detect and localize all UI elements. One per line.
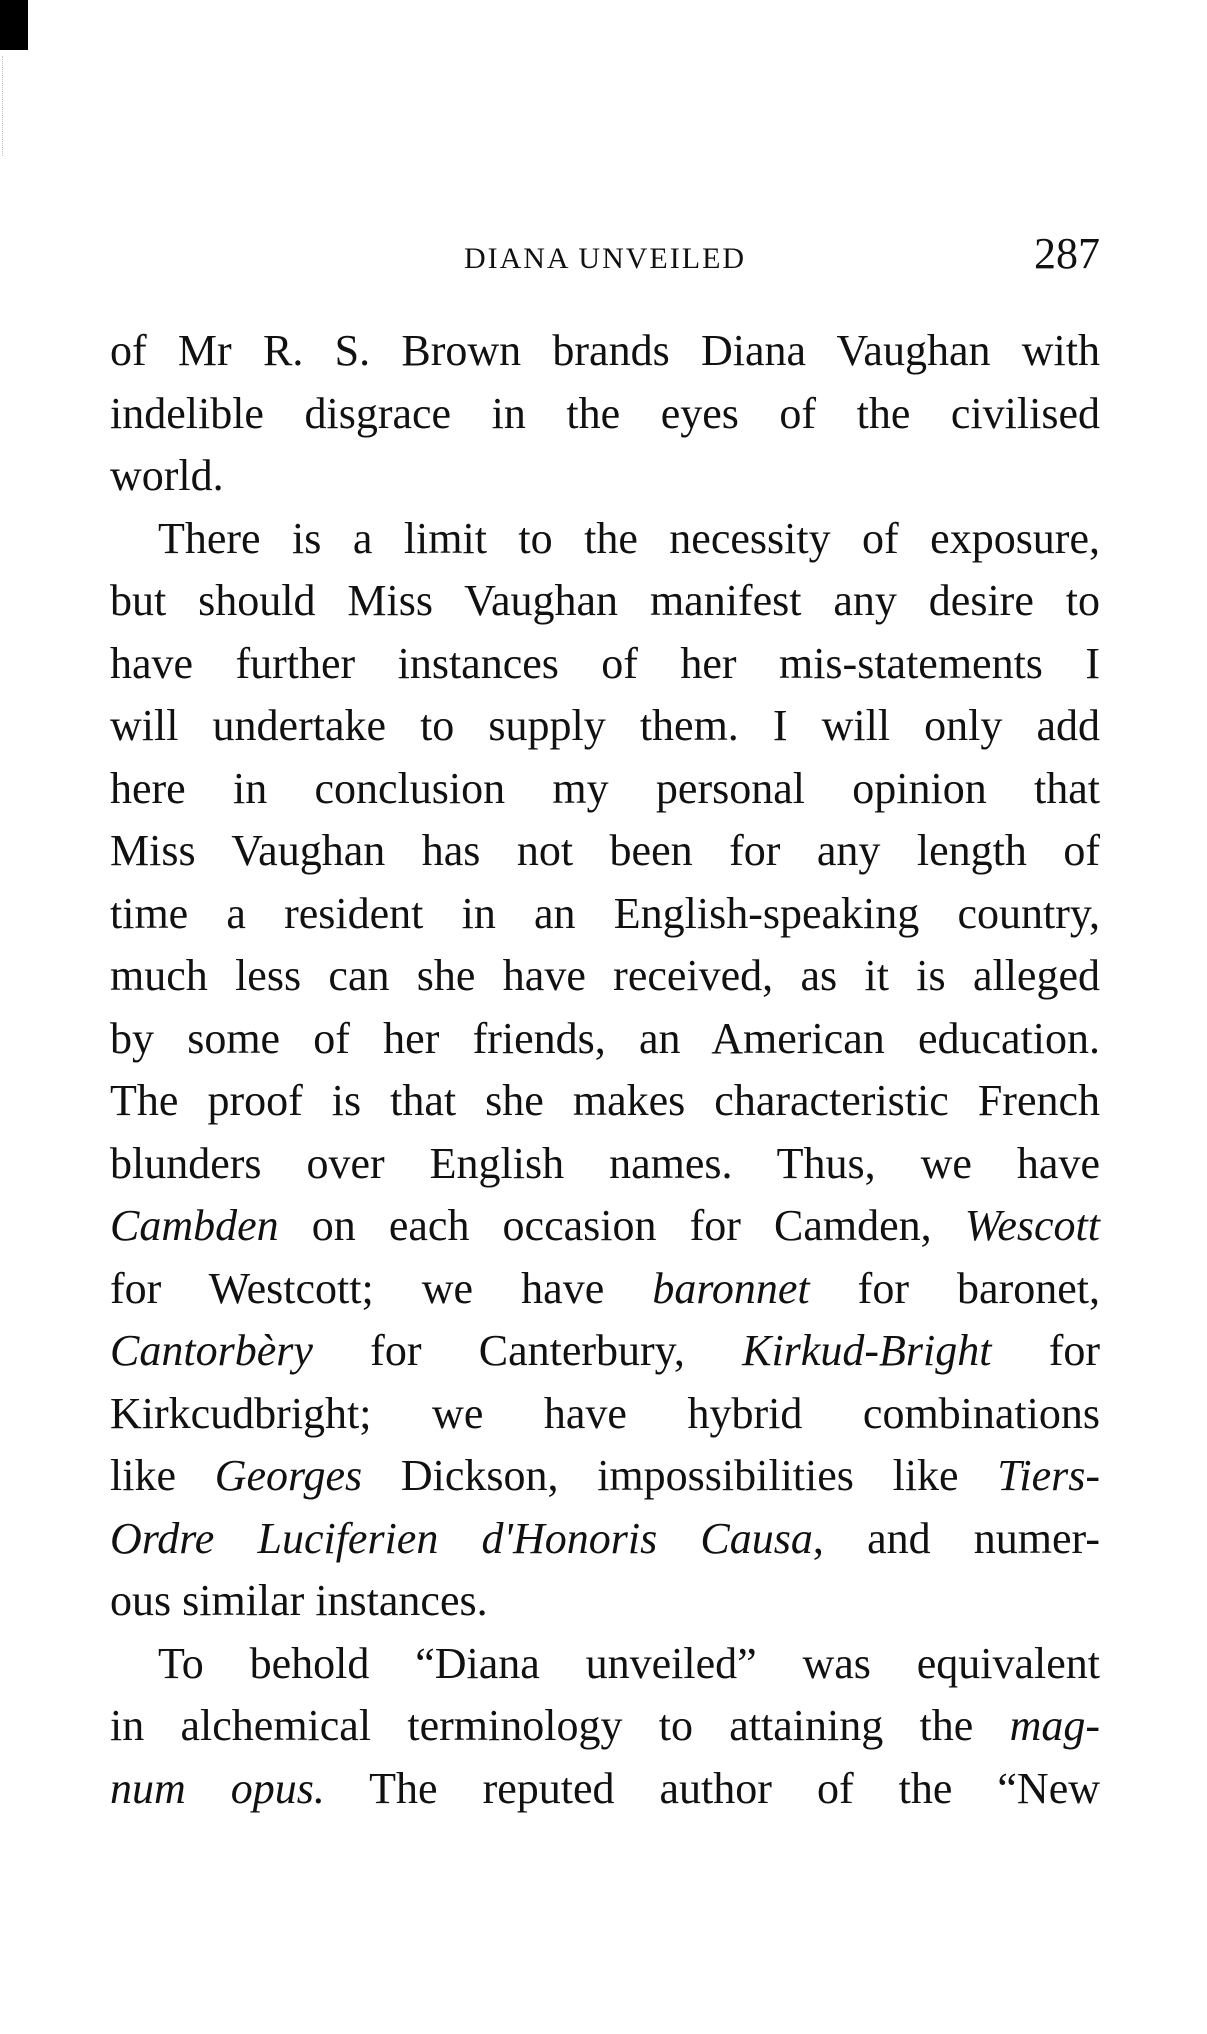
text-line: ous similar instances. [110, 1576, 488, 1625]
text-run: The reputed author of the “New [324, 1763, 1100, 1813]
page-body [110, 320, 1100, 1820]
running-title: DIANA UNVEILED [463, 242, 747, 275]
italic-term: Ordre Luciferien d'Honoris Causa [110, 1513, 813, 1563]
paragraph-3 [110, 1633, 1100, 1821]
text-run: in alchemical terminology to attaining the [110, 1701, 1010, 1750]
text-line: world. [110, 451, 224, 500]
text-line: indelible disgrace in the eyes of the civilised [110, 388, 1100, 438]
text-run: for [991, 1326, 1100, 1375]
text-run: for Canterbury, [312, 1326, 743, 1375]
text-line: have further instances of her mis-statements I [110, 638, 1100, 688]
scan-corner-mark [0, 0, 28, 50]
italic-term: num opus. [110, 1763, 325, 1813]
paragraph-1 [110, 320, 1100, 508]
text-line: here in conclusion my personal opinion that [110, 763, 1100, 813]
italic-term: Cantorbèry [110, 1326, 313, 1375]
text-line: The proof is that she makes characteristic French [110, 1076, 1100, 1125]
text-line: but should Miss Vaughan manifest any desire to [110, 576, 1100, 625]
italic-term: Tiers- [997, 1451, 1100, 1500]
text-line: much less can she have received, as it is alleged [110, 951, 1100, 1000]
text-line: by some of her friends, an American education. [110, 1013, 1100, 1063]
text-line [110, 1508, 1100, 1571]
text-run: , and numer- [812, 1513, 1100, 1563]
text-line: Miss Vaughan has not been for any length of [110, 826, 1100, 875]
italic-term: Georges [214, 1451, 363, 1500]
text-run: on each occasion for Camden, [278, 1201, 965, 1250]
text-line: To behold “Diana unveiled” was equivalent [158, 1638, 1100, 1688]
text-line [110, 1195, 1100, 1258]
text-line [110, 1695, 1100, 1758]
text-run: for baronet, [809, 1263, 1100, 1313]
text-line [110, 1320, 1100, 1383]
text-line [110, 1445, 1100, 1508]
scan-edge-specks [2, 56, 15, 156]
text-line [110, 1258, 1100, 1321]
paragraph-2 [110, 508, 1100, 1633]
text-line: blunders over English names. Thus, we have [110, 1138, 1100, 1188]
text-line: There is a limit to the necessity of exposure, [158, 513, 1100, 563]
italic-term: Wescott [964, 1201, 1100, 1250]
text-run: like [110, 1451, 215, 1500]
italic-term: Kirkud-Bright [742, 1326, 992, 1375]
italic-term: baronnet [652, 1263, 810, 1313]
page-number: 287 [1034, 229, 1100, 278]
text-run: Dickson, impossibilities like [362, 1451, 998, 1500]
text-line: Kirkcudbright; we have hybrid combinations [110, 1388, 1100, 1438]
page-header [110, 228, 1100, 288]
text-line: will undertake to supply them. I will only add [110, 701, 1100, 750]
text-line: time a resident in an English-speaking country, [110, 888, 1100, 938]
italic-term: Cambden [110, 1201, 279, 1250]
text-line: of Mr R. S. Brown brands Diana Vaughan with [110, 326, 1100, 375]
text-line [110, 1758, 1100, 1821]
text-run: for Westcott; we have [110, 1263, 653, 1313]
italic-term: mag- [1009, 1701, 1100, 1750]
